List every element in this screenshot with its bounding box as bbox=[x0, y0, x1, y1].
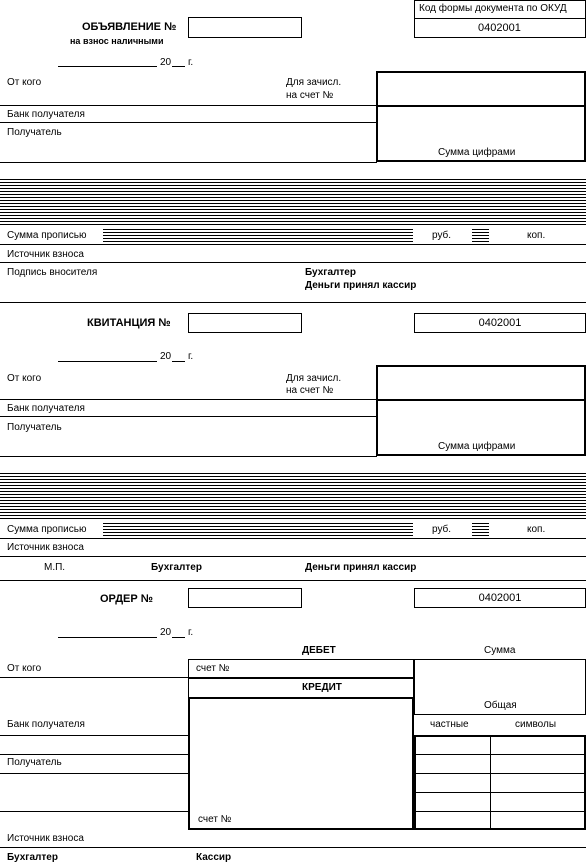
order-credit-header-box bbox=[188, 678, 414, 698]
order-bank-label: Банк получателя bbox=[7, 719, 85, 730]
order-title: ОРДЕР № bbox=[100, 593, 154, 605]
receipt-credit-account-label-2: на счет № bbox=[286, 385, 334, 396]
order-source-label: Источник взноса bbox=[7, 833, 84, 844]
receipt-source-label: Источник взноса bbox=[7, 542, 84, 553]
announcement-date-year: 20 bbox=[160, 57, 172, 68]
order-total-label: Общая bbox=[484, 700, 517, 711]
order-separator-top bbox=[0, 580, 586, 581]
order-symbols-row-line bbox=[414, 754, 586, 755]
announcement-number-field[interactable] bbox=[188, 17, 302, 38]
receipt-date-suffix: г. bbox=[188, 351, 194, 362]
receipt-number-field[interactable] bbox=[188, 313, 302, 333]
order-cashier-label: Кассир bbox=[196, 852, 232, 863]
receipt-bank-line bbox=[0, 416, 377, 417]
announcement-from-label: От кого bbox=[7, 77, 42, 88]
order-source-line bbox=[0, 847, 586, 848]
order-symbols-row-line bbox=[414, 792, 586, 793]
order-sum-label: Сумма bbox=[484, 645, 516, 656]
announcement-title: ОБЪЯВЛЕНИЕ № bbox=[82, 21, 177, 33]
order-partial-label: частные bbox=[430, 719, 469, 730]
receipt-source-line bbox=[0, 556, 586, 557]
receipt-amount-words-field[interactable] bbox=[103, 523, 413, 536]
announcement-cashier-label: Деньги принял кассир bbox=[305, 280, 417, 291]
announcement-source-line bbox=[0, 262, 586, 263]
order-symbols-table[interactable] bbox=[414, 735, 586, 830]
order-debit-account-label: счет № bbox=[196, 663, 230, 674]
announcement-rub-label: руб. bbox=[432, 230, 452, 241]
order-debit-label: ДЕБЕТ bbox=[302, 645, 336, 656]
receipt-amount-digits-label: Сумма цифрами bbox=[438, 441, 516, 452]
order-from-label: От кого bbox=[7, 663, 42, 674]
announcement-depositor-signature-label: Подпись вносителя bbox=[7, 267, 98, 278]
receipt-stamp-label: М.П. bbox=[44, 562, 66, 573]
receipt-date-line bbox=[58, 361, 157, 362]
order-accountant-label: Бухгалтер bbox=[7, 852, 58, 863]
order-recipient-line-2 bbox=[0, 811, 188, 812]
announcement-credit-account-label-2: на счет № bbox=[286, 90, 334, 101]
receipt-kop-field[interactable] bbox=[472, 523, 489, 536]
announcement-subtitle: на взнос наличными bbox=[70, 36, 164, 46]
okud-header-label: Код формы документа по ОКУД bbox=[419, 3, 567, 14]
order-symbols-row-line bbox=[414, 811, 586, 812]
announcement-amount-words-label: Сумма прописью bbox=[7, 230, 87, 241]
order-date-year-line bbox=[172, 637, 185, 638]
announcement-account-divider bbox=[376, 105, 586, 107]
announcement-date-suffix: г. bbox=[188, 57, 194, 68]
order-symbols-column-divider bbox=[490, 735, 491, 830]
announcement-amount-line bbox=[0, 244, 586, 245]
order-bank-line-2 bbox=[0, 754, 188, 755]
receipt-code: 0402001 bbox=[478, 317, 522, 329]
order-from-line bbox=[0, 677, 188, 678]
receipt-amount-words-label: Сумма прописью bbox=[7, 524, 87, 535]
announcement-recipient-line bbox=[0, 162, 377, 163]
receipt-accountant-label: Бухгалтер bbox=[151, 562, 202, 573]
announcement-bank-label: Банк получателя bbox=[7, 109, 85, 120]
announcement-date-year-line bbox=[172, 66, 185, 67]
announcement-source-label: Источник взноса bbox=[7, 249, 84, 260]
receipt-from-line bbox=[0, 399, 377, 400]
announcement-hatch-band bbox=[0, 179, 586, 227]
okud-divider bbox=[414, 18, 586, 19]
receipt-date-year: 20 bbox=[160, 351, 172, 362]
order-credit-label: КРЕДИТ bbox=[302, 682, 342, 693]
receipt-recipient-line bbox=[0, 456, 377, 457]
receipt-cashier-label: Деньги принял кассир bbox=[305, 562, 417, 573]
receipt-hatch-band bbox=[0, 473, 586, 521]
okud-code: 0402001 bbox=[478, 22, 521, 34]
order-number-field[interactable] bbox=[188, 588, 302, 608]
receipt-amount-line bbox=[0, 538, 586, 539]
receipt-recipient-label: Получатель bbox=[7, 422, 62, 433]
receipt-kop-label: коп. bbox=[527, 524, 546, 535]
order-symbols-row-line bbox=[414, 773, 586, 774]
order-date-year: 20 bbox=[160, 627, 172, 638]
order-recipient-label: Получатель bbox=[7, 757, 62, 768]
announcement-date-line bbox=[58, 66, 157, 67]
order-symbols-label: символы bbox=[515, 719, 557, 730]
order-recipient-line bbox=[0, 773, 188, 774]
announcement-kop-field[interactable] bbox=[472, 229, 489, 242]
announcement-from-line bbox=[0, 105, 377, 106]
order-credit-account-label: счет № bbox=[198, 814, 232, 825]
announcement-amount-digits-label: Сумма цифрами bbox=[438, 147, 516, 158]
receipt-from-label: От кого bbox=[7, 373, 42, 384]
order-bank-line-1 bbox=[0, 735, 188, 736]
receipt-separator-top bbox=[0, 302, 586, 303]
receipt-title: КВИТАНЦИЯ № bbox=[87, 317, 171, 329]
order-code: 0402001 bbox=[478, 592, 522, 604]
announcement-accountant-label: Бухгалтер bbox=[305, 267, 356, 278]
receipt-code-box bbox=[414, 313, 586, 333]
order-date-suffix: г. bbox=[188, 627, 194, 638]
receipt-account-divider bbox=[376, 399, 586, 401]
announcement-recipient-label: Получатель bbox=[7, 127, 62, 138]
receipt-rub-label: руб. bbox=[432, 524, 452, 535]
announcement-kop-label: коп. bbox=[527, 230, 546, 241]
announcement-amount-words-field[interactable] bbox=[103, 229, 413, 242]
receipt-bank-label: Банк получателя bbox=[7, 403, 85, 414]
order-code-box bbox=[414, 588, 586, 608]
order-date-line bbox=[58, 637, 157, 638]
announcement-credit-account-label-1: Для зачисл. bbox=[286, 77, 342, 88]
announcement-bank-line bbox=[0, 122, 377, 123]
receipt-date-year-line bbox=[172, 361, 185, 362]
receipt-credit-account-label-1: Для зачисл. bbox=[286, 373, 342, 384]
order-credit-account-box[interactable] bbox=[188, 697, 414, 830]
